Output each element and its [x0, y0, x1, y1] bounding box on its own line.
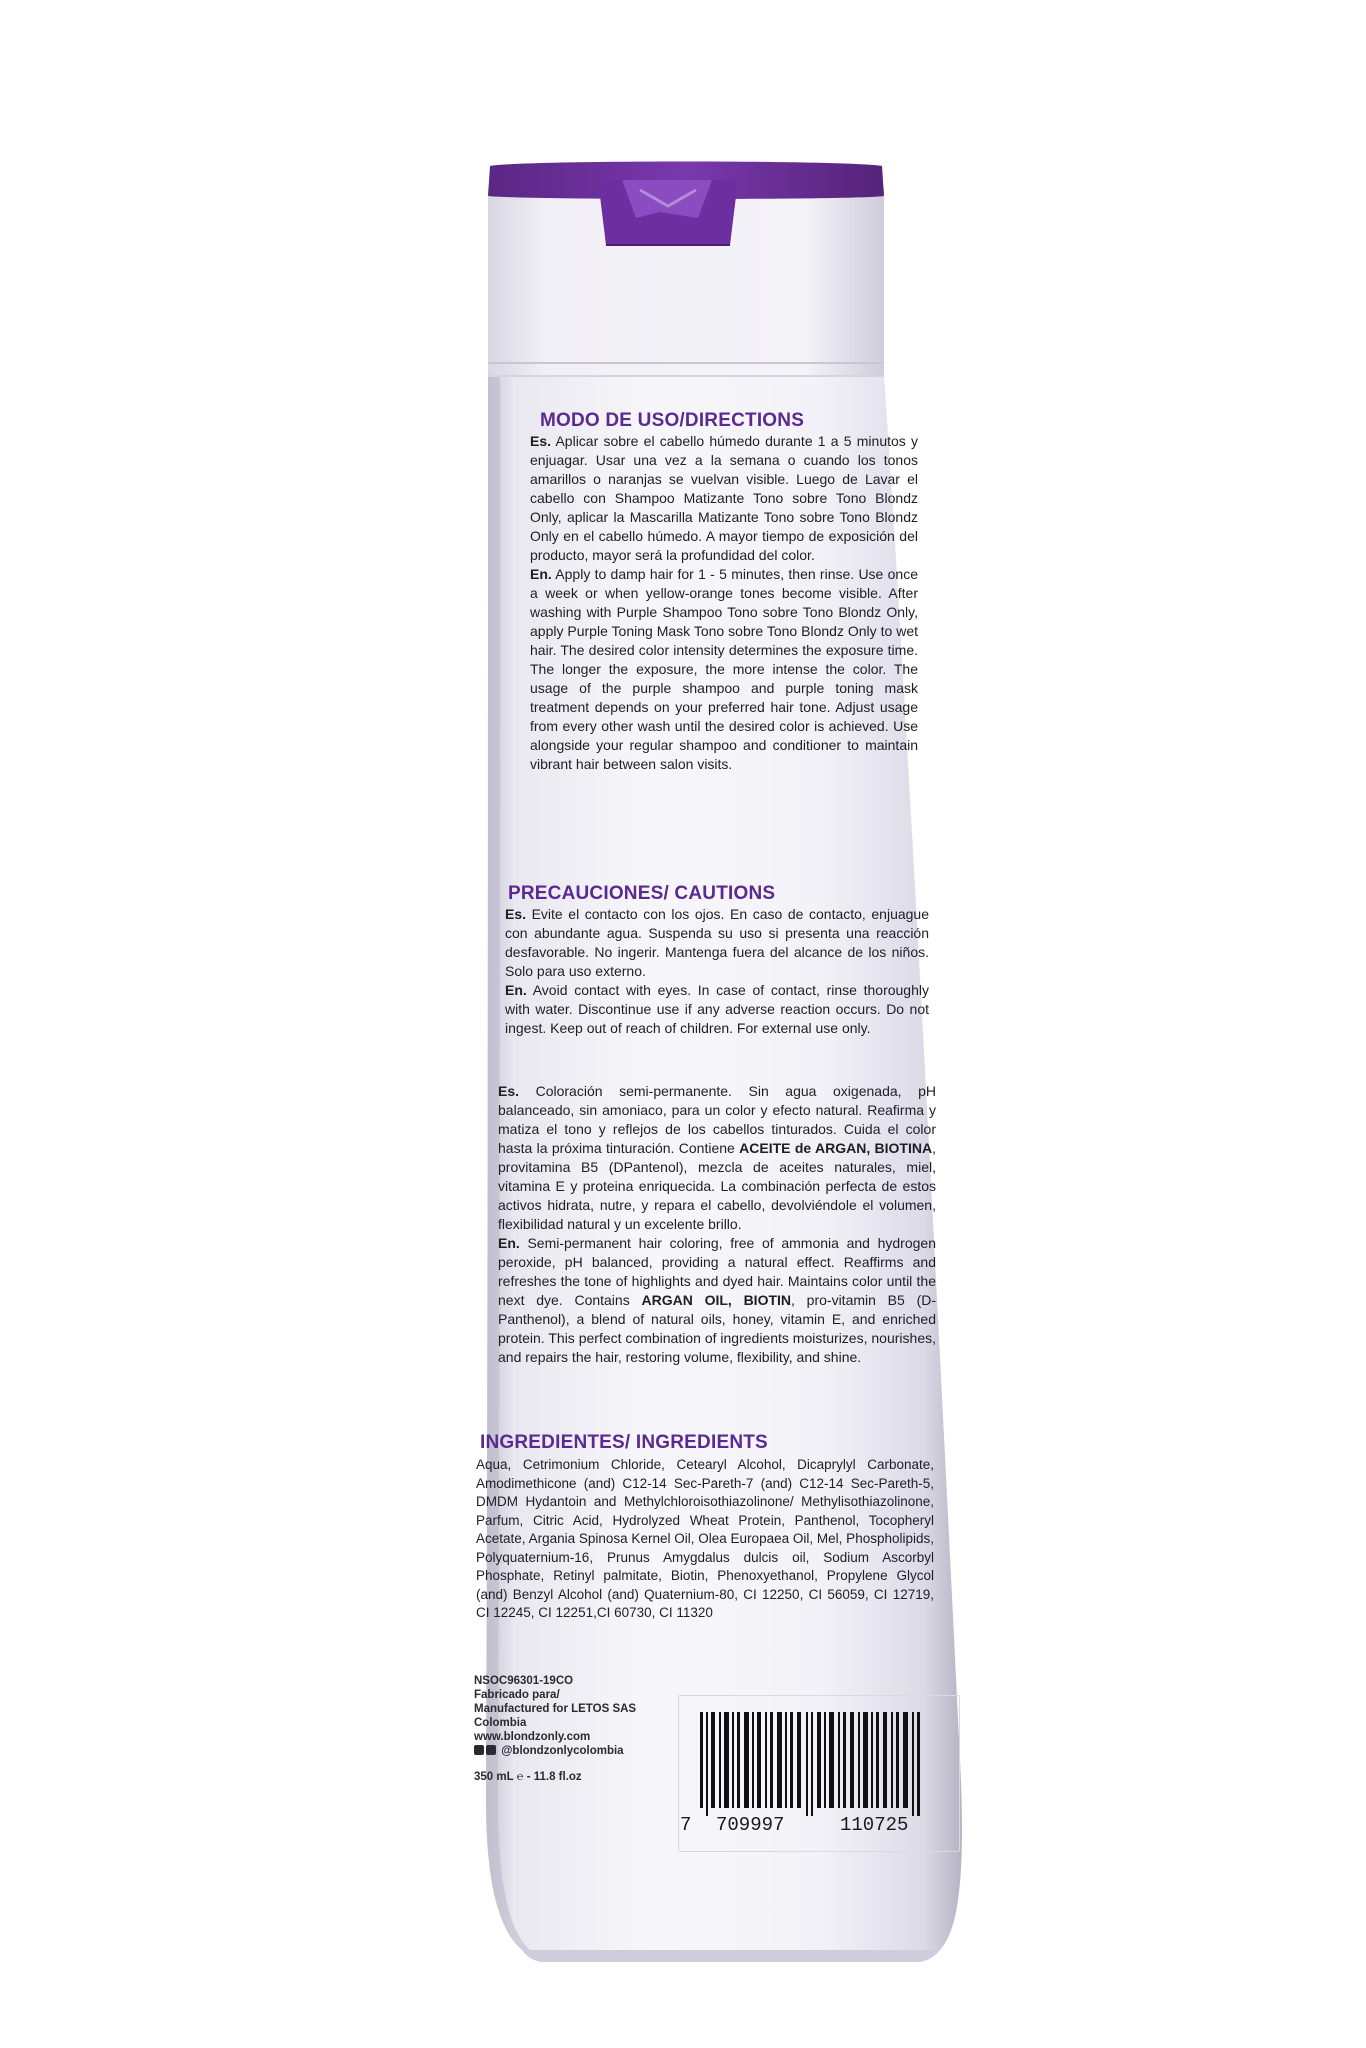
- cap-flip-hinge: [622, 180, 712, 218]
- directions-en-label: En.: [530, 566, 552, 582]
- ingredients-title: INGREDIENTES/ INGREDIENTS: [480, 1432, 768, 1453]
- description-en-bold: ARGAN OIL, BIOTIN: [641, 1292, 792, 1308]
- manufacturer-info: [474, 1674, 714, 1784]
- description-en-label: En.: [498, 1235, 520, 1251]
- website: www.blondzonly.com: [474, 1731, 591, 1743]
- directions-title: MODO DE USO/DIRECTIONS: [540, 410, 805, 431]
- social-line: [474, 1744, 714, 1758]
- cautions-en-label: En.: [505, 982, 527, 998]
- nso-code: NSOC96301-19CO: [474, 1675, 574, 1687]
- description-es-bold: ACEITE de ARGAN, BIOTINA: [739, 1140, 933, 1156]
- made-for-es: Fabricado para/: [474, 1689, 560, 1701]
- description-text: [498, 1082, 936, 1367]
- cautions-text: [505, 905, 929, 1038]
- barcode-number: [680, 1814, 956, 1840]
- directions-text: [530, 432, 918, 774]
- cautions-es-label: Es.: [505, 906, 527, 922]
- description-en-text-1: Semi-permanent hair coloring, free of ammonia and hydrogen peroxide, pH balanced, providing a natural effect. Reaffirms and refreshes the tone of highlights and dyed hair. Maintains color until the next dye. Contains: [498, 1235, 936, 1308]
- barcode-group-1: 709997: [716, 1814, 785, 1836]
- social-handle: @blondzonlycolombia: [501, 1745, 624, 1757]
- bottle-bottom-edge: [522, 1950, 940, 1962]
- facebook-icon: [474, 1745, 484, 1755]
- description-es-label: Es.: [498, 1083, 520, 1099]
- ingredients-text: Aqua, Cetrimonium Chloride, Cetearyl Alcohol, Dicaprylyl Carbonate, Amodimethicone (and) C12-14 Sec-Pareth-7 (and) C12-14 Sec-Pareth-5, DMDM Hydantoin and Methylchloroisothiazolinone/ Methylisothiazolinone, Parfum, Citric Acid, Hydrolyzed Wheat Protein, Panthenol, Tocopheryl Acetate, Argania Spinosa Kernel Oil, Olea Europaea Oil, Mel, Phospholipids, Polyquaternium-16, Prunus Amygdalus dulcis oil, Sodium Ascorbyl Phosphate, Retinyl palmitate, Biotin, Phenoxyethanol, Propylene Glycol (and) Benzyl Alcohol (and) Quaternium-80, CI 12250, CI 56059, CI 12719, CI 12245, CI 12251,CI 60730, CI 11320: [476, 1457, 934, 1620]
- directions-es-text: Aplicar sobre el cabello húmedo durante 1 a 5 minutos y enjuagar. Usar una vez a la semana o cuando los tonos amarillos o naranjas se vuelvan visible. Luego de Lavar el cabello con Shampoo Matizante Tono sobre Tono Blondz Only, aplicar la Mascarilla Matizante Tono sobre Tono Blondz Only en el cabello húmedo. A mayor tiempo de exposición del producto, mayor será la profundidad del color.: [530, 433, 918, 563]
- instagram-icon: [486, 1745, 496, 1755]
- barcode-first-digit: 7: [680, 1814, 692, 1836]
- cautions-es-text: Evite el contacto con los ojos. En caso de contacto, enjuague con abundante agua. Suspenda su uso si presenta una reacción desfavorable. No ingerir. Mantenga fuera del alcance de los niños. Solo para uso externo.: [505, 906, 930, 979]
- barcode-group-2: 110725: [840, 1814, 909, 1836]
- made-for-en: Manufactured for LETOS SAS: [474, 1703, 637, 1715]
- country: Colombia: [474, 1717, 527, 1729]
- directions-en-text: Apply to damp hair for 1 - 5 minutes, then rinse. Use once a week or when yellow-orange tones become visible. After washing with Purple Shampoo Tono sobre Tono Blondz Only, apply Purple Toning Mask Tono sobre Tono Blondz Only to wet hair. The desired color intensity determines the exposure time. The longer the exposure, the more intense the color. The usage of the purple shampoo and purple toning mask treatment depends on your preferred hair tone. Adjust usage from every other wash until the desired color is achieved. Use alongside your regular shampoo and conditioner to maintain vibrant hair between salon visits.: [530, 566, 918, 772]
- directions-es-label: Es.: [530, 433, 552, 449]
- cautions-title: PRECAUCIONES/ CAUTIONS: [508, 883, 776, 904]
- cautions-en-text: Avoid contact with eyes. In case of contact, rinse thoroughly with water. Discontinue use if any adverse reaction occurs. Do not ingest. Keep out of reach of children. For external use only.: [505, 982, 929, 1036]
- description-en-text-2: , pro-vitamin B5 (D-Panthenol), a blend of natural oils, honey, vitamin E, and enriched protein. This perfect combination of ingredients moisturizes, nourishes, and repairs the hair, restoring volume, flexibility, and shine.: [498, 1292, 936, 1365]
- volume: 350 mL ℮ - 11.8 fl.oz: [474, 1771, 582, 1783]
- description-es-text-1: Coloración semi-permanente. Sin agua oxigenada, pH balanceado, sin amoniaco, para un color y efecto natural. Reafirma y matiza el tono y reflejos de los cabellos tinturados. Cuida el color hasta la próxima tinturación. Contiene: [498, 1083, 936, 1156]
- description-es-text-2: , provitamina B5 (DPantenol), mezcla de aceites naturales, miel, vitamina E y proteina enriquecida. La combinación perfecta de estos activos hidrata, nutre, y repara el cabello, devolviéndole el volumen, flexibilidad natural y un excelente brillo.: [498, 1140, 936, 1232]
